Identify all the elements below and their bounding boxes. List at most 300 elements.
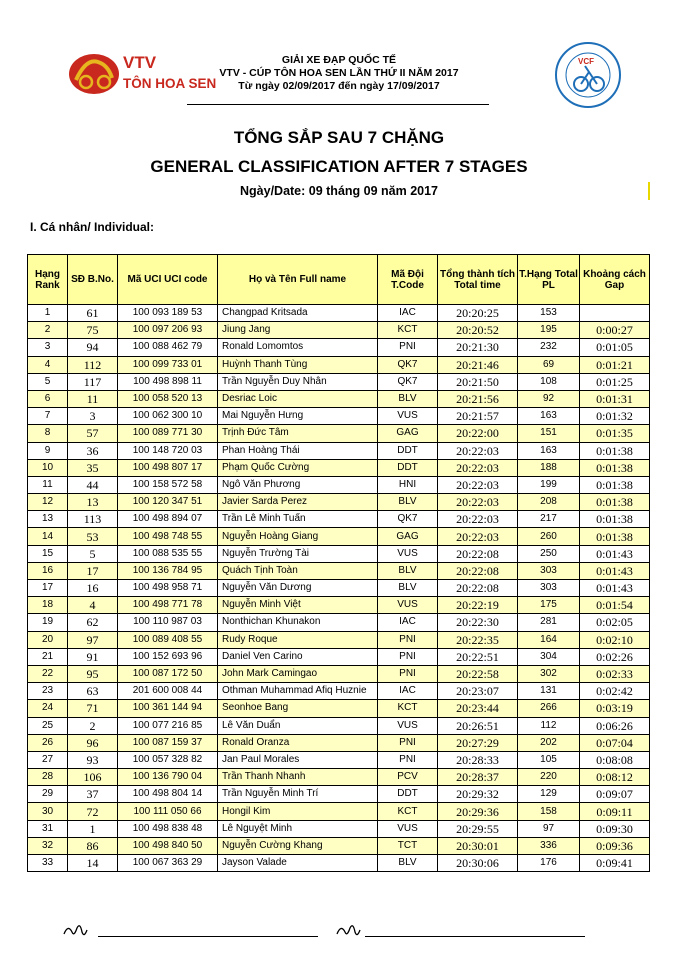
cell-uci: 201 600 008 44 (118, 683, 218, 700)
table-row (28, 339, 650, 356)
cell-gap: 0:01:38 (580, 476, 650, 493)
table-row (28, 425, 650, 442)
cell-rank: 33 (28, 855, 68, 872)
vcf-logo (553, 40, 623, 110)
cell-name: Ngô Văn Phương (218, 476, 378, 493)
cell-total-time: 20:22:35 (438, 631, 518, 648)
cell-rank: 28 (28, 769, 68, 786)
table-row (28, 837, 650, 854)
cell-team: QK7 (378, 356, 438, 373)
table-row (28, 700, 650, 717)
cell-bib: 37 (68, 786, 118, 803)
cell-uci: 100 093 189 53 (118, 305, 218, 322)
cell-total-time: 20:22:03 (438, 459, 518, 476)
cell-team: VUS (378, 408, 438, 425)
cell-total-pl: 232 (518, 339, 580, 356)
cell-total-time: 20:22:03 (438, 511, 518, 528)
cell-uci: 100 148 720 03 (118, 442, 218, 459)
table-row (28, 322, 650, 339)
table-row (28, 786, 650, 803)
cell-total-time: 20:29:36 (438, 803, 518, 820)
cell-total-pl: 336 (518, 837, 580, 854)
cell-total-time: 20:20:52 (438, 322, 518, 339)
cell-total-time: 20:22:30 (438, 614, 518, 631)
cell-team: PNI (378, 631, 438, 648)
cell-bib: 2 (68, 717, 118, 734)
cell-bib: 61 (68, 305, 118, 322)
cell-bib: 16 (68, 580, 118, 597)
cell-total-time: 20:22:08 (438, 562, 518, 579)
cell-uci: 100 097 206 93 (118, 322, 218, 339)
table-row (28, 545, 650, 562)
cell-total-time: 20:30:01 (438, 837, 518, 854)
svg-text:VTV: VTV (123, 53, 157, 72)
cell-bib: 97 (68, 631, 118, 648)
cell-team: PNI (378, 665, 438, 682)
cell-name: Ronald Lomomtos (218, 339, 378, 356)
cell-rank: 18 (28, 597, 68, 614)
cell-team: BLV (378, 580, 438, 597)
cell-bib: 35 (68, 459, 118, 476)
cell-total-time: 20:21:30 (438, 339, 518, 356)
cell-name: Trần Nguyễn Duy Nhân (218, 373, 378, 390)
cell-bib: 3 (68, 408, 118, 425)
header-line-3: Từ ngày 02/09/2017 đến ngày 17/09/2017 (238, 80, 440, 92)
cell-rank: 5 (28, 373, 68, 390)
header-gap: Khoảng cách Gap (580, 255, 650, 305)
cell-gap: 0:02:10 (580, 631, 650, 648)
cell-uci: 100 498 748 55 (118, 528, 218, 545)
cell-uci: 100 136 784 95 (118, 562, 218, 579)
cell-gap: 0:09:36 (580, 837, 650, 854)
cell-bib: 63 (68, 683, 118, 700)
cell-bib: 117 (68, 373, 118, 390)
cell-name: Huỳnh Thanh Tùng (218, 356, 378, 373)
cell-total-pl: 153 (518, 305, 580, 322)
cell-name: Lê Nguyệt Minh (218, 820, 378, 837)
table-row (28, 803, 650, 820)
table-row (28, 580, 650, 597)
cell-uci: 100 087 172 50 (118, 665, 218, 682)
cell-bib: 112 (68, 356, 118, 373)
cell-uci: 100 498 838 48 (118, 820, 218, 837)
header-line-1: GIẢI XE ĐẠP QUỐC TẾ (281, 54, 397, 66)
cell-bib: 86 (68, 837, 118, 854)
cell-total-time: 20:26:51 (438, 717, 518, 734)
cell-uci: 100 498 807 17 (118, 459, 218, 476)
cell-total-pl: 69 (518, 356, 580, 373)
cell-name: Nguyễn Trường Tài (218, 545, 378, 562)
cell-total-time: 20:21:56 (438, 390, 518, 407)
cell-total-pl: 302 (518, 665, 580, 682)
cell-gap: 0:02:42 (580, 683, 650, 700)
cell-bib: 5 (68, 545, 118, 562)
cell-total-pl: 175 (518, 597, 580, 614)
table-row (28, 683, 650, 700)
cell-rank: 22 (28, 665, 68, 682)
cell-gap: 0:09:30 (580, 820, 650, 837)
table-row (28, 356, 650, 373)
cell-total-pl: 281 (518, 614, 580, 631)
yellow-mark (648, 182, 650, 200)
cell-uci: 100 088 535 55 (118, 545, 218, 562)
cell-rank: 20 (28, 631, 68, 648)
cell-gap: 0:02:05 (580, 614, 650, 631)
cell-total-time: 20:23:44 (438, 700, 518, 717)
cell-bib: 95 (68, 665, 118, 682)
cell-bib: 14 (68, 855, 118, 872)
cell-name: Daniel Ven Carino (218, 648, 378, 665)
cell-total-time: 20:21:50 (438, 373, 518, 390)
cell-team: KCT (378, 803, 438, 820)
cell-total-pl: 260 (518, 528, 580, 545)
cell-uci: 100 152 693 96 (118, 648, 218, 665)
cell-total-pl: 108 (518, 373, 580, 390)
cell-name: Jan Paul Morales (218, 751, 378, 768)
cell-team: DDT (378, 786, 438, 803)
cell-uci: 100 498 958 71 (118, 580, 218, 597)
cell-uci: 100 498 840 50 (118, 837, 218, 854)
cell-name: Othman Muhammad Afiq Huznie (218, 683, 378, 700)
cell-uci: 100 089 408 55 (118, 631, 218, 648)
cell-team: PNI (378, 648, 438, 665)
cell-rank: 11 (28, 476, 68, 493)
cell-team: BLV (378, 562, 438, 579)
cell-gap: 0:09:41 (580, 855, 650, 872)
document-header (0, 0, 678, 115)
cell-name: Nguyễn Hoàng Giang (218, 528, 378, 545)
cell-gap: 0:06:26 (580, 717, 650, 734)
cell-total-pl: 208 (518, 494, 580, 511)
cell-gap: 0:08:12 (580, 769, 650, 786)
cell-name: Lê Văn Duẩn (218, 717, 378, 734)
cell-total-pl: 163 (518, 408, 580, 425)
header-total-time: Tổng thành tích Total time (438, 255, 518, 305)
cell-gap (580, 305, 650, 322)
cell-team: IAC (378, 683, 438, 700)
cell-name: Nguyễn Minh Việt (218, 597, 378, 614)
cell-total-pl: 199 (518, 476, 580, 493)
cell-total-time: 20:22:08 (438, 580, 518, 597)
cell-gap: 0:01:35 (580, 425, 650, 442)
cell-name: John Mark Camingao (218, 665, 378, 682)
cell-total-pl: 188 (518, 459, 580, 476)
cell-rank: 21 (28, 648, 68, 665)
table-row (28, 751, 650, 768)
cell-bib: 36 (68, 442, 118, 459)
table-row (28, 511, 650, 528)
cell-name: Desriac Loic (218, 390, 378, 407)
table-row (28, 305, 650, 322)
cell-total-time: 20:30:06 (438, 855, 518, 872)
cell-gap: 0:02:26 (580, 648, 650, 665)
cell-bib: 11 (68, 390, 118, 407)
table-row (28, 631, 650, 648)
cell-team: PCV (378, 769, 438, 786)
cell-uci: 100 088 462 79 (118, 339, 218, 356)
cell-uci: 100 099 733 01 (118, 356, 218, 373)
table-row (28, 597, 650, 614)
cell-name: Mai Nguyễn Hưng (218, 408, 378, 425)
table-row (28, 769, 650, 786)
cell-team: IAC (378, 614, 438, 631)
header-total-pl: T.Hạng Total PL (518, 255, 580, 305)
cell-total-pl: 151 (518, 425, 580, 442)
cell-gap: 0:02:33 (580, 665, 650, 682)
cell-team: QK7 (378, 511, 438, 528)
cell-team: VUS (378, 717, 438, 734)
header-uci: Mã UCI UCI code (118, 255, 218, 305)
cell-name: Ronald Oranza (218, 734, 378, 751)
cell-team: QK7 (378, 373, 438, 390)
cell-name: Changpad Kritsada (218, 305, 378, 322)
cell-bib: 13 (68, 494, 118, 511)
cell-team: TCT (378, 837, 438, 854)
cell-total-pl: 129 (518, 786, 580, 803)
cell-rank: 30 (28, 803, 68, 820)
cell-rank: 1 (28, 305, 68, 322)
cell-rank: 14 (28, 528, 68, 545)
cell-team: DDT (378, 459, 438, 476)
signature-mark-left (62, 922, 88, 940)
cell-gap: 0:01:38 (580, 494, 650, 511)
cell-total-time: 20:28:37 (438, 769, 518, 786)
table-row (28, 855, 650, 872)
cell-team: BLV (378, 390, 438, 407)
table-row (28, 717, 650, 734)
cell-name: Seonhoe Bang (218, 700, 378, 717)
cell-gap: 0:01:21 (580, 356, 650, 373)
cell-total-time: 20:22:03 (438, 528, 518, 545)
cell-uci: 100 062 300 10 (118, 408, 218, 425)
cell-team: VUS (378, 597, 438, 614)
cell-total-time: 20:29:32 (438, 786, 518, 803)
cell-total-pl: 202 (518, 734, 580, 751)
cell-team: HNI (378, 476, 438, 493)
cell-total-time: 20:21:46 (438, 356, 518, 373)
cell-total-pl: 195 (518, 322, 580, 339)
title-date: Ngày/Date: 09 tháng 09 năm 2017 (240, 184, 438, 198)
cell-uci: 100 089 771 30 (118, 425, 218, 442)
cell-team: IAC (378, 305, 438, 322)
cell-name: Trần Lê Minh Tuấn (218, 511, 378, 528)
cell-total-time: 20:27:29 (438, 734, 518, 751)
cell-team: GAG (378, 425, 438, 442)
cell-total-time: 20:21:57 (438, 408, 518, 425)
cell-rank: 31 (28, 820, 68, 837)
cell-uci: 100 087 159 37 (118, 734, 218, 751)
cell-name: Jayson Valade (218, 855, 378, 872)
cell-total-pl: 164 (518, 631, 580, 648)
cell-rank: 32 (28, 837, 68, 854)
cell-bib: 72 (68, 803, 118, 820)
cell-uci: 100 077 216 85 (118, 717, 218, 734)
cell-gap: 0:01:38 (580, 442, 650, 459)
table-row (28, 390, 650, 407)
cell-total-pl: 131 (518, 683, 580, 700)
cell-gap: 0:01:31 (580, 390, 650, 407)
signature-mark-right (335, 922, 361, 940)
cell-bib: 113 (68, 511, 118, 528)
cell-total-pl: 112 (518, 717, 580, 734)
cell-team: KCT (378, 700, 438, 717)
cell-uci: 100 120 347 51 (118, 494, 218, 511)
cell-team: KCT (378, 322, 438, 339)
cell-total-pl: 176 (518, 855, 580, 872)
cell-total-pl: 158 (518, 803, 580, 820)
classification-table (27, 254, 650, 872)
table-row (28, 408, 650, 425)
cell-name: Javier Sarda Perez (218, 494, 378, 511)
cell-rank: 12 (28, 494, 68, 511)
table-row (28, 494, 650, 511)
title-english: GENERAL CLASSIFICATION AFTER 7 STAGES (150, 157, 528, 176)
cell-name: Jiung Jang (218, 322, 378, 339)
svg-text:TÔN HOA SEN: TÔN HOA SEN (123, 76, 217, 91)
cell-gap: 0:09:07 (580, 786, 650, 803)
cell-gap: 0:03:19 (580, 700, 650, 717)
cell-rank: 7 (28, 408, 68, 425)
cell-uci: 100 498 804 14 (118, 786, 218, 803)
cell-uci: 100 057 328 82 (118, 751, 218, 768)
cell-bib: 44 (68, 476, 118, 493)
cell-team: PNI (378, 751, 438, 768)
header-line-2: VTV - CÚP TÔN HOA SEN LẦN THỨ II NĂM 2017 (219, 67, 459, 79)
header-team: Mã Đội T.Code (378, 255, 438, 305)
cell-gap: 0:01:25 (580, 373, 650, 390)
cell-name: Quách Tịnh Toàn (218, 562, 378, 579)
cell-uci: 100 498 894 07 (118, 511, 218, 528)
cell-rank: 3 (28, 339, 68, 356)
table-row (28, 476, 650, 493)
cell-total-time: 20:22:03 (438, 476, 518, 493)
cell-gap: 0:01:43 (580, 580, 650, 597)
cell-gap: 0:01:05 (580, 339, 650, 356)
table-row (28, 528, 650, 545)
cell-total-pl: 266 (518, 700, 580, 717)
cell-team: PNI (378, 734, 438, 751)
header-rank: Hạng Rank (28, 255, 68, 305)
table-row (28, 442, 650, 459)
cell-total-pl: 220 (518, 769, 580, 786)
cell-name: Trịnh Đức Tâm (218, 425, 378, 442)
cell-name: Rudy Roque (218, 631, 378, 648)
cell-total-pl: 303 (518, 562, 580, 579)
header-name: Họ và Tên Full name (218, 255, 378, 305)
cell-rank: 9 (28, 442, 68, 459)
cell-bib: 91 (68, 648, 118, 665)
cell-rank: 2 (28, 322, 68, 339)
cell-team: VUS (378, 545, 438, 562)
cell-uci: 100 498 898 11 (118, 373, 218, 390)
cell-total-pl: 217 (518, 511, 580, 528)
cell-bib: 62 (68, 614, 118, 631)
cell-bib: 106 (68, 769, 118, 786)
signature-line-left (98, 936, 318, 937)
cell-name: Phạm Quốc Cường (218, 459, 378, 476)
cell-total-time: 20:29:55 (438, 820, 518, 837)
cell-uci: 100 110 987 03 (118, 614, 218, 631)
cell-team: GAG (378, 528, 438, 545)
table-row (28, 614, 650, 631)
cell-team: BLV (378, 494, 438, 511)
table-row (28, 648, 650, 665)
cell-uci: 100 158 572 58 (118, 476, 218, 493)
cell-team: BLV (378, 855, 438, 872)
cell-gap: 0:01:38 (580, 511, 650, 528)
cell-gap: 0:01:43 (580, 545, 650, 562)
cell-total-pl: 163 (518, 442, 580, 459)
cell-gap: 0:01:32 (580, 408, 650, 425)
cell-bib: 71 (68, 700, 118, 717)
cell-uci: 100 067 363 29 (118, 855, 218, 872)
cell-name: Nguyễn Văn Dương (218, 580, 378, 597)
cell-name: Trần Thanh Nhanh (218, 769, 378, 786)
cell-gap: 0:07:04 (580, 734, 650, 751)
cell-total-time: 20:22:00 (438, 425, 518, 442)
cell-rank: 8 (28, 425, 68, 442)
table-row (28, 820, 650, 837)
cell-gap: 0:01:43 (580, 562, 650, 579)
cell-uci: 100 136 790 04 (118, 769, 218, 786)
cell-bib: 93 (68, 751, 118, 768)
cell-total-pl: 250 (518, 545, 580, 562)
cell-name: Nonthichan Khunakon (218, 614, 378, 631)
table-row (28, 734, 650, 751)
cell-total-pl: 97 (518, 820, 580, 837)
cell-rank: 29 (28, 786, 68, 803)
cell-gap: 0:00:27 (580, 322, 650, 339)
table-row (28, 562, 650, 579)
cell-total-time: 20:22:08 (438, 545, 518, 562)
cell-rank: 10 (28, 459, 68, 476)
table-row (28, 373, 650, 390)
cell-total-time: 20:22:03 (438, 494, 518, 511)
table-row (28, 459, 650, 476)
cell-gap: 0:01:54 (580, 597, 650, 614)
cell-name: Hongil Kim (218, 803, 378, 820)
header-rule (187, 104, 489, 105)
cell-total-pl: 92 (518, 390, 580, 407)
cell-team: PNI (378, 339, 438, 356)
cell-total-pl: 105 (518, 751, 580, 768)
cell-uci: 100 361 144 94 (118, 700, 218, 717)
cell-rank: 4 (28, 356, 68, 373)
cell-total-pl: 304 (518, 648, 580, 665)
cell-uci: 100 111 050 66 (118, 803, 218, 820)
cell-total-time: 20:22:51 (438, 648, 518, 665)
cell-gap: 0:01:38 (580, 528, 650, 545)
cell-gap: 0:08:08 (580, 751, 650, 768)
cell-rank: 19 (28, 614, 68, 631)
table-row (28, 665, 650, 682)
section-heading: I. Cá nhân/ Individual: (30, 220, 155, 234)
cell-rank: 24 (28, 700, 68, 717)
svg-text:VCF: VCF (578, 57, 594, 66)
header-bib: SĐ B.No. (68, 255, 118, 305)
cell-bib: 53 (68, 528, 118, 545)
cell-total-time: 20:23:07 (438, 683, 518, 700)
cell-total-pl: 303 (518, 580, 580, 597)
table-header-row (28, 255, 650, 305)
cell-bib: 75 (68, 322, 118, 339)
cell-name: Trần Nguyễn Minh Trí (218, 786, 378, 803)
cell-bib: 57 (68, 425, 118, 442)
cell-rank: 23 (28, 683, 68, 700)
cell-rank: 26 (28, 734, 68, 751)
cell-name: Phan Hoàng Thái (218, 442, 378, 459)
title-vietnamese: TỔNG SẮP SAU 7 CHẶNG (233, 128, 445, 147)
